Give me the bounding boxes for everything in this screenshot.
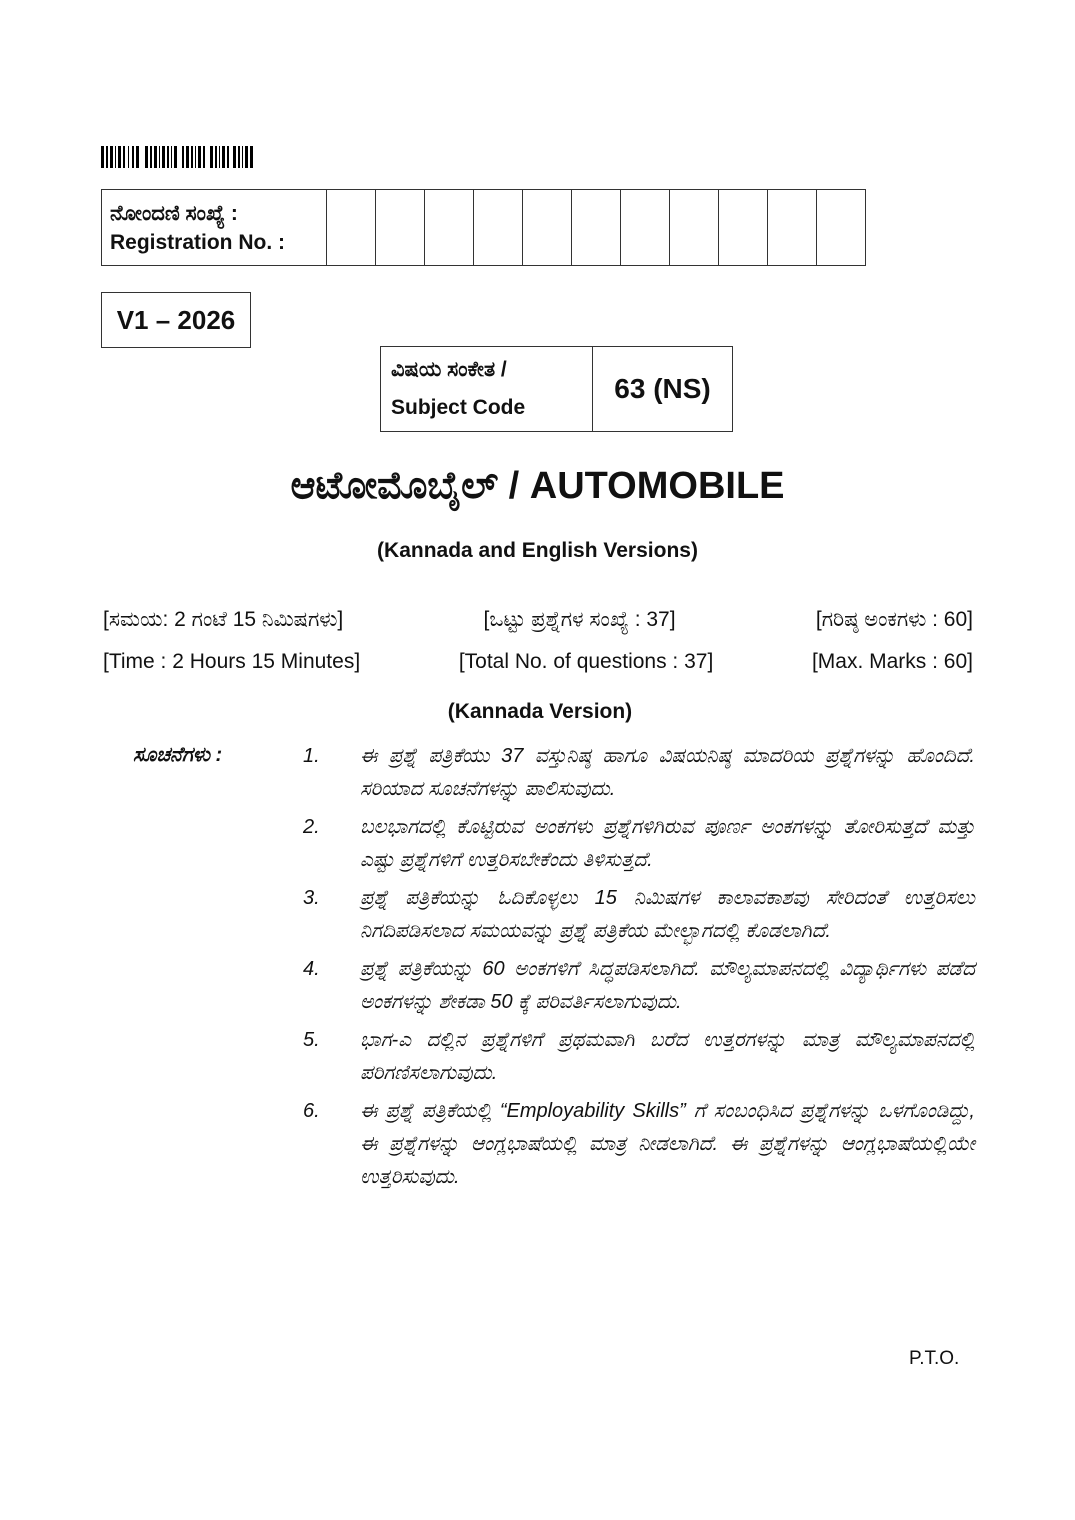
registration-digit-box[interactable] — [621, 190, 670, 266]
registration-digit-box[interactable] — [327, 190, 376, 266]
instruction-number: 4. — [303, 958, 320, 980]
instruction-item — [303, 953, 975, 1019]
registration-table — [101, 189, 866, 266]
instructions-label: ಸೂಚನೆಗಳು : — [133, 744, 223, 766]
instruction-text: ಈ ಪ್ರಶ್ನೆ ಪತ್ರಿಕೆಯಲ್ಲಿ “Employability Skills” ಗೆ ಸಂಬಂಧಿಸಿದ ಪ್ರಶ್ನೆಗಳನ್ನು ಒಳಗೊಂಡಿದ್ದು, ಈ ಪ್ರಶ್ನೆಗಳನ್ನು ಆಂಗ್ಲಭಾಷೆಯಲ್ಲಿ ಮಾತ್ರ ನೀಡಲಾಗಿದೆ. ಈ ಪ್ರಶ್ನೆಗಳನ್ನು ಆಂಗ್ಲಭಾಷೆಯಲ್ಲಿಯೇ ಉತ್ತರಿಸುವುದು. — [360, 1100, 975, 1188]
instruction-text: ಪ್ರಶ್ನೆ ಪತ್ರಿಕೆಯನ್ನು ಓದಿಕೊಳ್ಳಲು 15 ನಿಮಿಷಗಳ ಕಾಲಾವಕಾಶವು ಸೇರಿದಂತೆ ಉತ್ತರಿಸಲು ನಿಗದಿಪಡಿಸಲಾದ ಸಮಯವನ್ನು ಪ್ರಶ್ನೆ ಪತ್ರಿಕೆಯ ಮೇಲ್ಭಾಗದಲ್ಲಿ ಕೊಡಲಾಗಿದೆ. — [360, 887, 975, 942]
instruction-text: ಈ ಪ್ರಶ್ನೆ ಪತ್ರಿಕೆಯು 37 ವಸ್ತುನಿಷ್ಠ ಹಾಗೂ ವಿಷಯನಿಷ್ಠ ಮಾದರಿಯ ಪ್ರಶ್ನೆಗಳನ್ನು ಹೊಂದಿದೆ. ಸರಿಯಾದ ಸೂಚನೆಗಳನ್ನು ಪಾಲಿಸುವುದು. — [360, 745, 975, 800]
subject-code-label-kannada: ವಿಷಯ ಸಂಕೇತ / — [391, 358, 507, 381]
registration-label-kannada: ನೋಂದಣಿ ಸಂಖ್ಯೆ : — [110, 201, 238, 225]
instruction-number: 2. — [303, 816, 320, 838]
version-code-box: V1 – 2026 — [101, 292, 251, 348]
marks-kannada: [ಗರಿಷ್ಠ ಅಂಕಗಳು : 60] — [815, 608, 973, 631]
instruction-item — [303, 882, 975, 948]
pto-label: P.T.O. — [909, 1348, 960, 1369]
subject-code-label — [381, 347, 593, 432]
barcode — [101, 146, 253, 168]
instruction-item — [303, 1024, 975, 1090]
page-title: ಆಟೋಮೊಬೈಲ್ / AUTOMOBILE — [290, 465, 785, 507]
subject-code-value: 63 (NS) — [593, 347, 733, 432]
page-subtitle: (Kannada and English Versions) — [377, 539, 698, 562]
subject-code-table — [380, 346, 733, 432]
time-english: [Time : 2 Hours 15 Minutes] — [103, 650, 361, 673]
registration-digit-box[interactable] — [474, 190, 523, 266]
version-heading: (Kannada Version) — [447, 700, 633, 723]
instruction-text: ಬಲಭಾಗದಲ್ಲಿ ಕೊಟ್ಟಿರುವ ಅಂಕಗಳು ಪ್ರಶ್ನೆಗಳಿಗಿರುವ ಪೂರ್ಣ ಅಂಕಗಳನ್ನು ತೋರಿಸುತ್ತದೆ ಮತ್ತು ಎಷ್ಟು ಪ್ರಶ್ನೆಗಳಿಗೆ ಉತ್ತರಿಸಬೇಕೆಂದು ತಿಳಿಸುತ್ತದೆ. — [360, 816, 975, 871]
registration-digit-box[interactable] — [768, 190, 817, 266]
registration-digit-box[interactable] — [670, 190, 719, 266]
instruction-item — [303, 740, 975, 806]
instruction-text: ಪ್ರಶ್ನೆ ಪತ್ರಿಕೆಯನ್ನು 60 ಅಂಕಗಳಿಗೆ ಸಿದ್ಧಪಡಿಸಲಾಗಿದೆ. ಮೌಲ್ಯಮಾಪನದಲ್ಲಿ ವಿದ್ಯಾರ್ಥಿಗಳು ಪಡೆದ ಅಂಕಗಳನ್ನು ಶೇಕಡಾ 50 ಕ್ಕೆ ಪರಿವರ್ತಿಸಲಾಗುವುದು. — [360, 958, 975, 1013]
registration-label-english: Registration No. : — [110, 230, 286, 254]
registration-digit-box[interactable] — [572, 190, 621, 266]
registration-digit-box[interactable] — [425, 190, 474, 266]
exam-meta-english — [103, 650, 973, 674]
instruction-item — [303, 1095, 975, 1194]
instruction-number: 3. — [303, 887, 320, 909]
subject-code-label-english: Subject Code — [391, 396, 526, 419]
registration-digit-box[interactable] — [376, 190, 425, 266]
exam-meta-kannada — [103, 608, 973, 632]
instructions-list — [303, 740, 975, 1199]
registration-digit-box[interactable] — [719, 190, 768, 266]
marks-english: [Max. Marks : 60] — [811, 650, 973, 673]
instruction-item — [303, 811, 975, 877]
instruction-number: 1. — [303, 745, 320, 767]
instruction-number: 5. — [303, 1029, 320, 1051]
registration-digit-box[interactable] — [523, 190, 572, 266]
time-kannada: [ಸಮಯ: 2 ಗಂಟೆ 15 ನಿಮಿಷಗಳು] — [103, 608, 344, 631]
questions-english: [Total No. of questions : 37] — [458, 650, 714, 673]
instruction-text: ಭಾಗ-ಎ ದಲ್ಲಿನ ಪ್ರಶ್ನೆಗಳಿಗೆ ಪ್ರಥಮವಾಗಿ ಬರೆದ ಉತ್ತರಗಳನ್ನು ಮಾತ್ರ ಮೌಲ್ಯಮಾಪನದಲ್ಲಿ ಪರಿಗಣಿಸಲಾಗುವುದು. — [360, 1029, 975, 1084]
instruction-number: 6. — [303, 1100, 320, 1122]
registration-digit-box[interactable] — [817, 190, 866, 266]
questions-kannada: [ಒಟ್ಟು ಪ್ರಶ್ನೆಗಳ ಸಂಖ್ಯೆ : 37] — [483, 608, 676, 631]
registration-label — [102, 190, 327, 266]
